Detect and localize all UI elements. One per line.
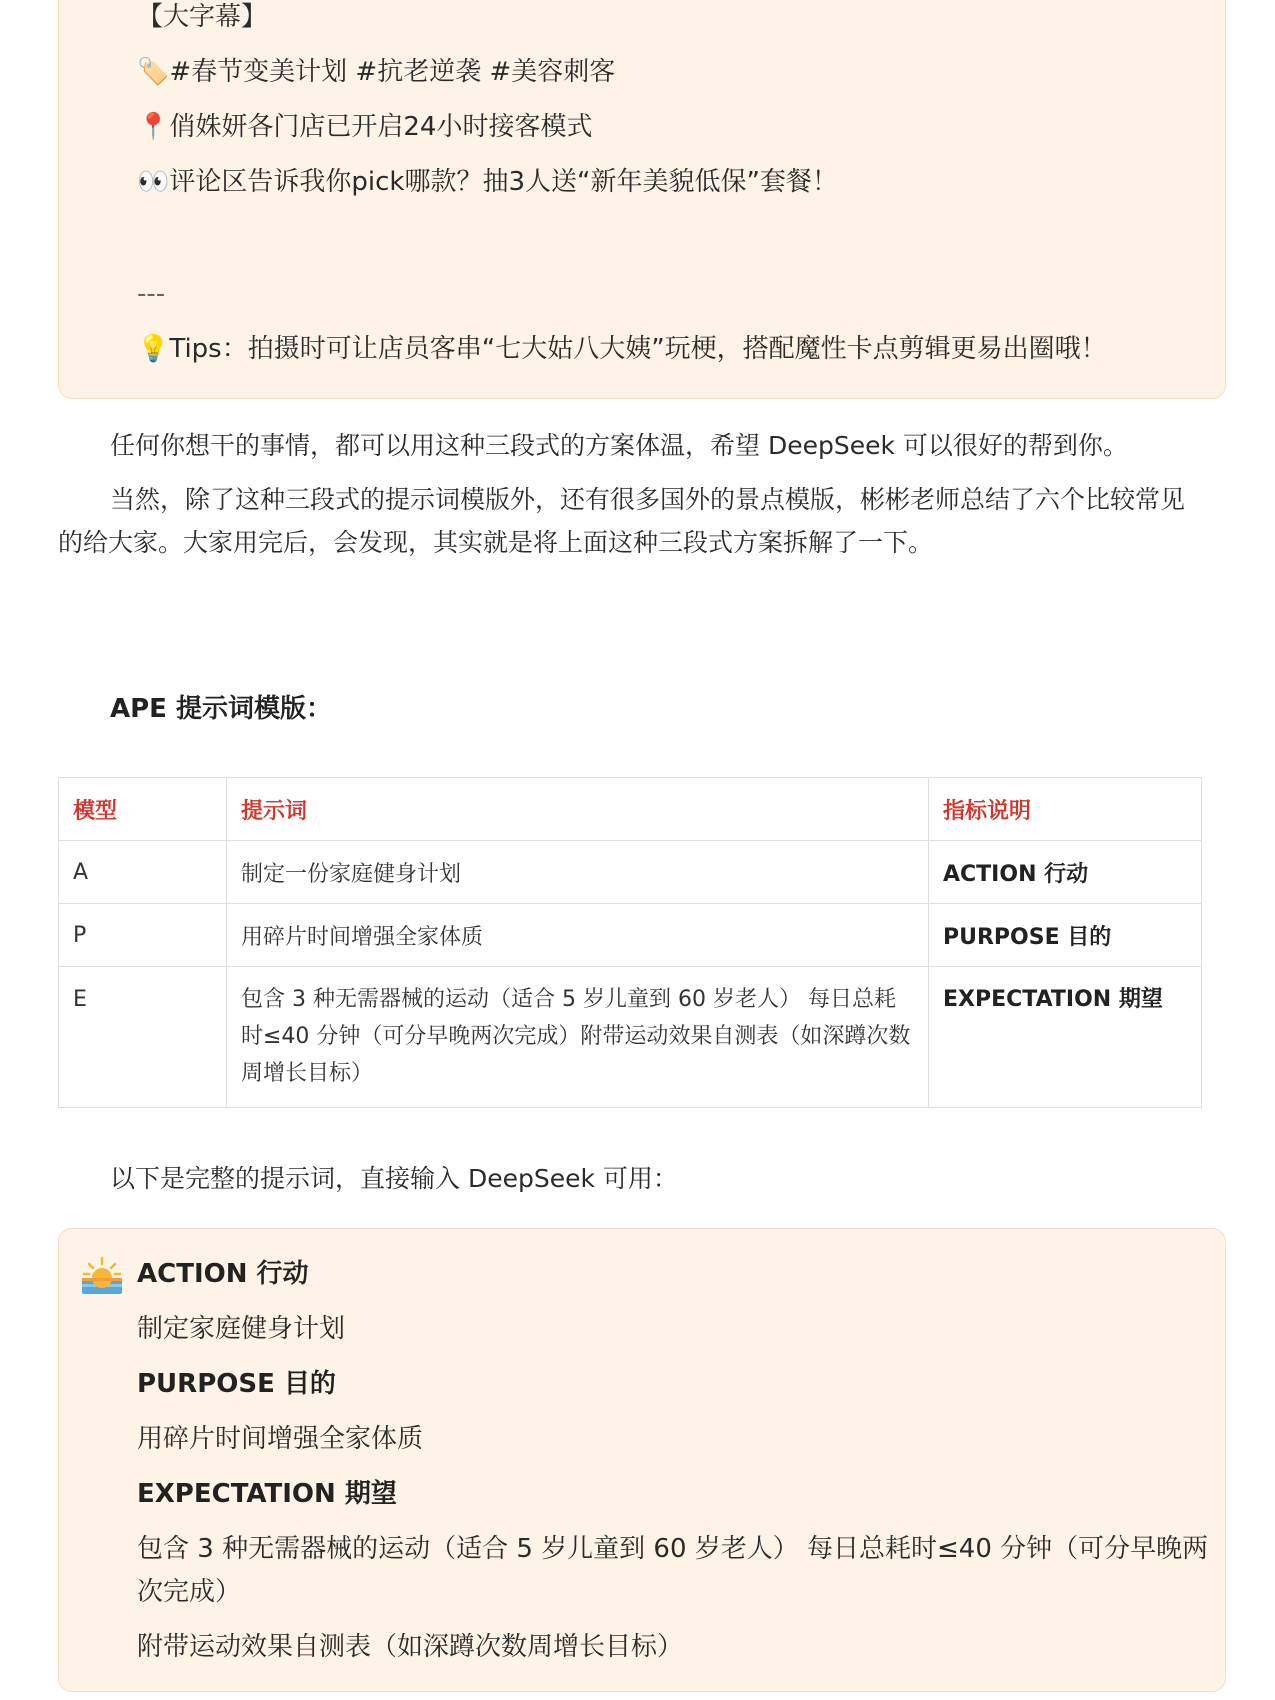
paragraph-intro: 任何你想干的事情，都可以用这种三段式的方案体温，希望 DeepSeek 可以很好的帮到你。 bbox=[110, 431, 1128, 460]
cell-indicator: PURPOSE 目的 bbox=[929, 904, 1202, 967]
cell-indicator: EXPECTATION 期望 bbox=[929, 967, 1202, 1108]
header-prompt: 提示词 bbox=[227, 778, 929, 841]
paragraph-full-prompt: 以下是完整的提示词，直接输入 DeepSeek 可用： bbox=[110, 1164, 678, 1193]
cell-prompt: 包含 3 种无需器械的运动（适合 5 岁儿童到 60 岁老人） 每日总耗时≤40 分钟（可分早晚两次完成）附带运动效果自测表（如深蹲次数周增长目标） bbox=[227, 967, 929, 1108]
cell-model: E bbox=[59, 967, 227, 1108]
table-row bbox=[59, 967, 1202, 1108]
tips-line: 💡Tips：拍摄时可让店员客串“七大姑八大姨”玩梗，搭配魔性卡点剪辑更易出圈哦！ bbox=[137, 334, 1107, 364]
table-row bbox=[59, 841, 1202, 904]
action-title: ACTION 行动 bbox=[137, 1259, 309, 1289]
hashtag-line: 🏷️#春节变美计划 #抗老逆袭 #美容刺客 bbox=[137, 57, 616, 87]
header-indicator: 指标说明 bbox=[929, 778, 1202, 841]
cell-prompt: 制定一份家庭健身计划 bbox=[227, 841, 929, 904]
sunrise-icon bbox=[82, 1254, 122, 1294]
cell-model: A bbox=[59, 841, 227, 904]
table-row bbox=[59, 904, 1202, 967]
subtitle-label: 【大字幕】 bbox=[137, 2, 268, 32]
expectation-text-line1: 包含 3 种无需器械的运动（适合 5 岁儿童到 60 岁老人） 每日总耗时≤40 分钟（可分早晚两 bbox=[137, 1534, 1209, 1564]
comment-prompt-line: 👀评论区告诉我你pick哪款？抽3人送“新年美貌低保”套餐！ bbox=[137, 167, 838, 197]
action-text: 制定家庭健身计划 bbox=[137, 1314, 346, 1344]
expectation-text-line3: 附带运动效果自测表（如深蹲次数周增长目标） bbox=[137, 1632, 684, 1662]
callout-bottom bbox=[58, 1228, 1226, 1692]
paragraph-templates: 当然，除了这种三段式的提示词模版外，还有很多国外的景点模版，彬彬老师总结了六个比较常见的给大家。大家用完后，会发现，其实就是将上面这种三段式方案拆解了一下。 bbox=[58, 485, 1186, 557]
table-header-row bbox=[59, 778, 1202, 841]
purpose-title: PURPOSE 目的 bbox=[137, 1369, 336, 1399]
divider-dashes: --- bbox=[137, 279, 166, 309]
store-info-line: 📍俏姝妍各门店已开启24小时接客模式 bbox=[137, 112, 593, 142]
cell-model: P bbox=[59, 904, 227, 967]
expectation-title: EXPECTATION 期望 bbox=[137, 1479, 397, 1509]
expectation-text-line2: 次完成） bbox=[137, 1577, 242, 1607]
cell-prompt: 用碎片时间增强全家体质 bbox=[227, 904, 929, 967]
ape-heading: APE 提示词模版： bbox=[110, 694, 332, 724]
ape-table bbox=[58, 777, 1202, 1108]
purpose-text: 用碎片时间增强全家体质 bbox=[137, 1424, 424, 1454]
header-model: 模型 bbox=[59, 778, 227, 841]
cell-indicator: ACTION 行动 bbox=[929, 841, 1202, 904]
